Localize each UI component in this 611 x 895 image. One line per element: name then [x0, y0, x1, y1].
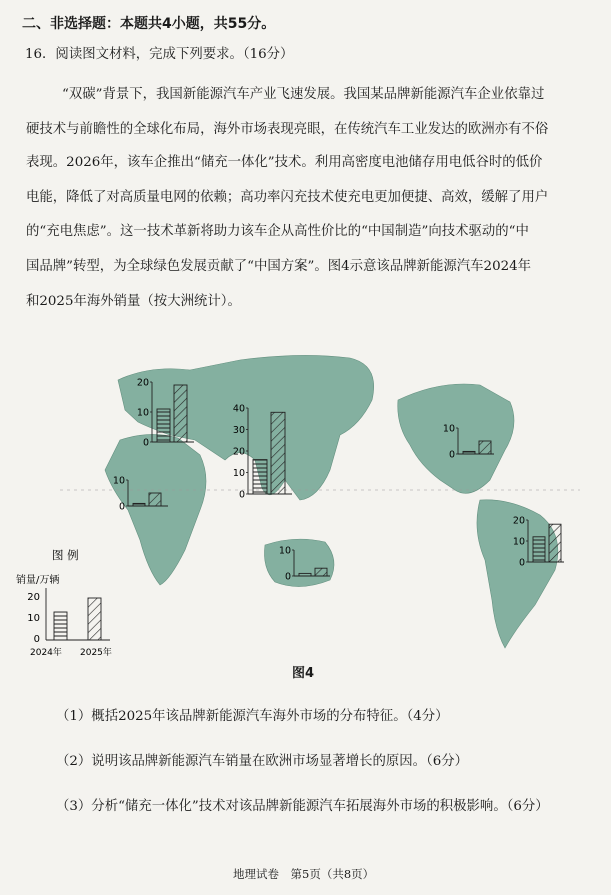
- legend-label-2025: 2025年: [80, 648, 112, 658]
- tick-label: 30: [232, 425, 245, 436]
- tick-label: 0: [448, 449, 455, 461]
- tick-label: 10: [278, 545, 291, 557]
- page-footer: 地理试卷 第5页（共8页）: [233, 867, 375, 881]
- tick-label: 10: [136, 407, 149, 419]
- paragraph-line: 国品牌”转型，为全球绿色发展贡献了“中国方案”。图4示意该品牌新能源汽车2024年: [26, 259, 532, 274]
- sub-question-1: （1）概括2025年该品牌新能源汽车海外市场的分布特征。（4分）: [56, 709, 449, 724]
- paragraph-line: 电能，降低了对高质量电网的依赖；高功率闪充技术使充电更加便捷、高效，缓解了用户: [26, 190, 549, 205]
- bar-2024年: [463, 451, 475, 454]
- paragraph-line: 表现。2026年，该车企推出“储充一体化”技术。利用高密度电池储存用电低谷时的低价: [26, 155, 543, 170]
- sub-question-2: （2）说明该品牌新能源汽车销量在欧洲市场显著增长的原因。（6分）: [56, 754, 469, 769]
- bar-2024年: [299, 573, 311, 576]
- tick-label: 0: [142, 437, 149, 449]
- tick-label: 20: [232, 446, 245, 458]
- tick-label: 0: [284, 571, 291, 583]
- tick-label: 0: [518, 557, 525, 569]
- paragraph-line: 和2025年海外销量（按大洲统计）。: [26, 294, 241, 309]
- north-america-shape: [398, 384, 514, 493]
- bar-2025年: [315, 568, 327, 576]
- bar-2024年: [533, 537, 545, 562]
- tick-label: 0: [238, 489, 245, 501]
- bar-2025年: [174, 385, 187, 442]
- tick-label: 0: [118, 501, 125, 513]
- bar-2025年: [271, 412, 285, 494]
- figure-caption: 图4: [292, 666, 315, 681]
- bar-2025年: [549, 524, 561, 562]
- tick-label: 10: [112, 475, 125, 487]
- tick-label: 10: [442, 423, 455, 435]
- figure-4-map: [0, 330, 611, 660]
- legend-tick: 10: [27, 613, 40, 624]
- legend-tick: 0: [33, 634, 40, 645]
- tick-label: 40: [232, 403, 245, 415]
- tick-label: 20: [136, 377, 149, 389]
- section-title: 二、非选择题：本题共4小题，共55分。: [22, 16, 276, 32]
- tick-label: 10: [512, 536, 525, 548]
- oceania-shape: [264, 539, 334, 586]
- legend: [16, 548, 112, 658]
- bar-2025年: [479, 441, 491, 454]
- legend-swatch-2024: [54, 612, 67, 640]
- bar-2024年: [157, 409, 170, 442]
- paragraph-line: 硬技术与前瞻性的全球化布局，海外市场表现亮眼，在传统汽车工业发达的欧洲亦有不俗: [26, 122, 549, 137]
- continents: [105, 355, 558, 648]
- bar-2025年: [149, 493, 161, 506]
- tick-label: 10: [232, 468, 245, 479]
- bar-2024年: [133, 503, 145, 506]
- bar-2024年: [253, 460, 267, 494]
- legend-swatch-2025: [88, 598, 101, 640]
- paragraph-line: “双碳”背景下，我国新能源汽车产业飞速发展。我国某品牌新能源汽车企业依靠过: [62, 87, 545, 102]
- legend-tick: 20: [27, 592, 40, 603]
- paragraph-line: 的“充电焦虑”。这一技术革新将助力该车企从高性价比的“中国制造”向技术驱动的“中: [26, 224, 529, 239]
- legend-title: 图 例: [52, 548, 79, 562]
- tick-label: 20: [512, 515, 525, 527]
- legend-unit: 销量/万辆: [16, 575, 60, 586]
- question-title: 16．阅读图文材料，完成下列要求。（16分）: [25, 47, 294, 62]
- legend-label-2024: 2024年: [30, 648, 62, 658]
- sub-question-3: （3）分析“储充一体化”技术对该品牌新能源汽车拓展海外市场的积极影响。（6分）: [56, 799, 549, 814]
